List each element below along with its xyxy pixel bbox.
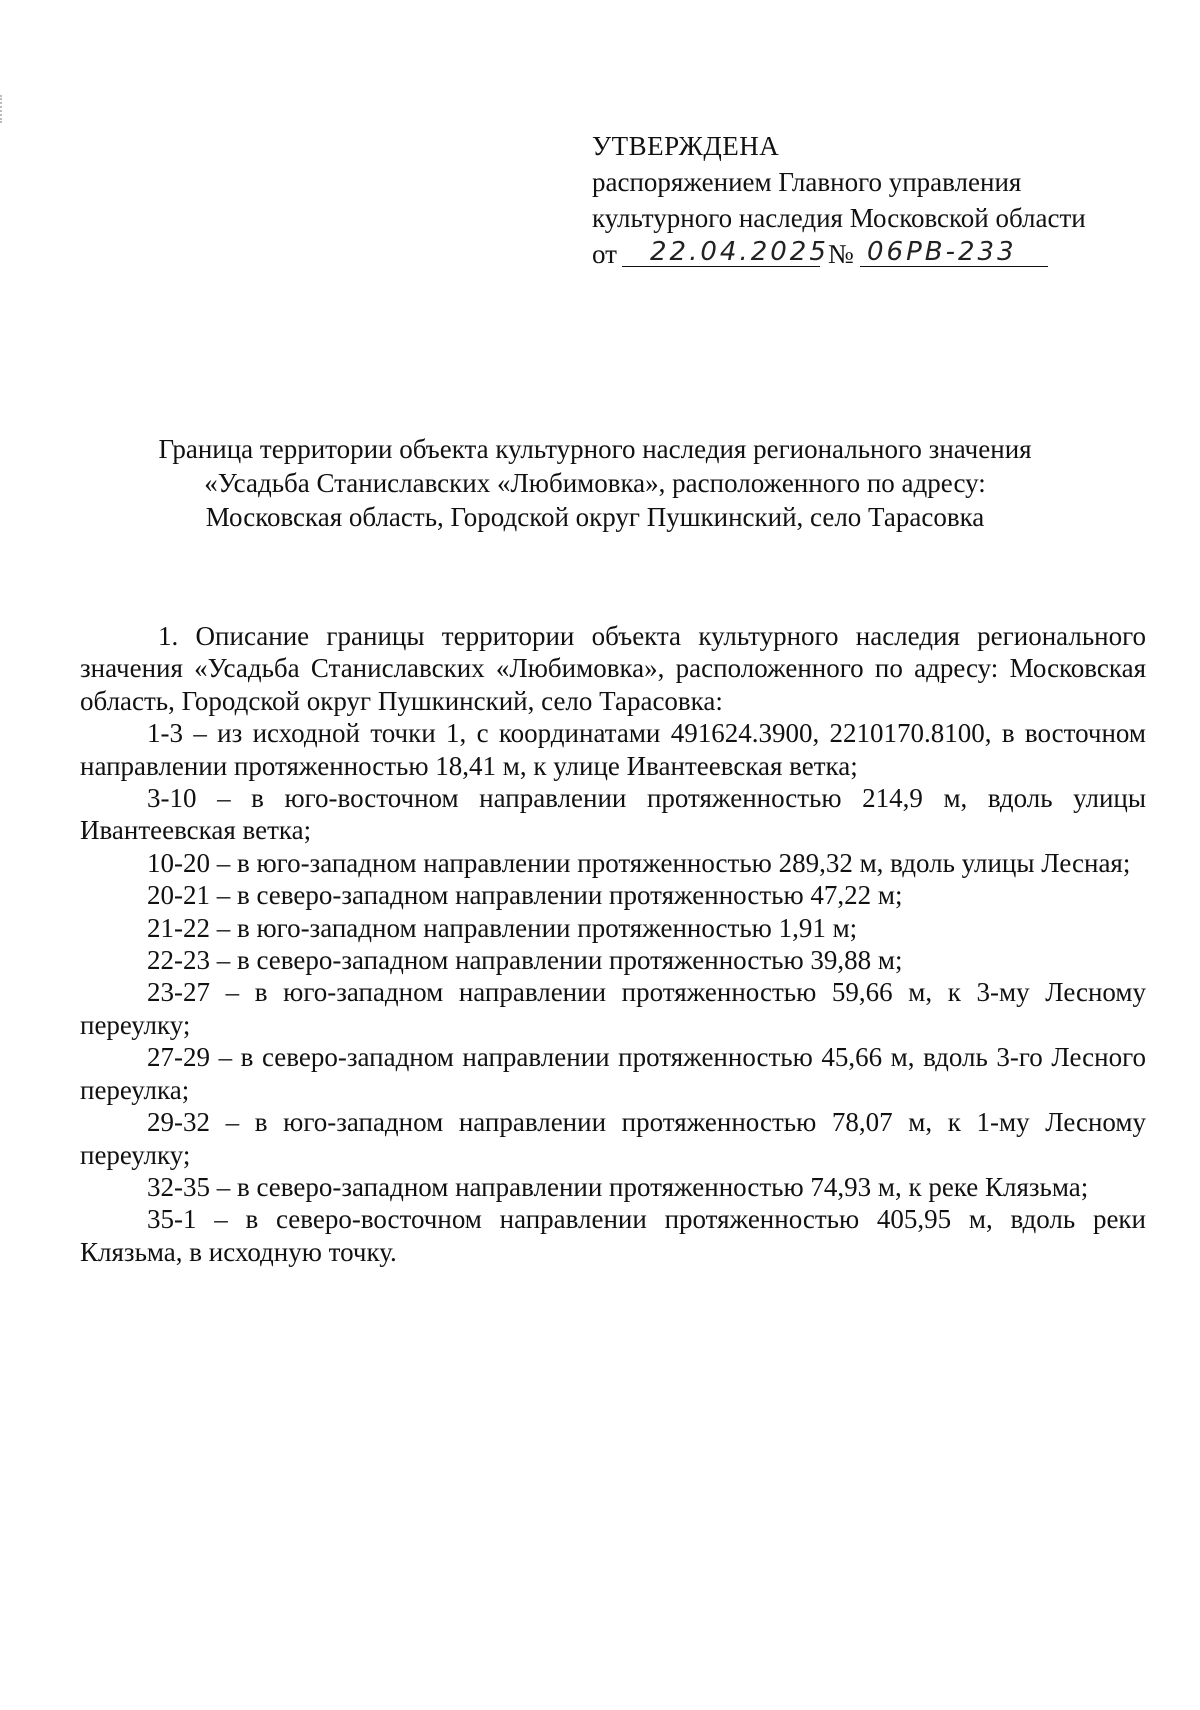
document-heading xyxy=(120,432,1070,534)
boundary-segment-1-3: 1-3 – из исходной точки 1, с координатами 491624.3900, 2210170.8100, в восточном направлении протяженностью 18,41 м, к улице Ивантеевская ветка; xyxy=(80,718,1146,781)
scan-edge-mark xyxy=(0,95,5,123)
boundary-segment-20-21: 20-21 – в северо-западном направлении протяженностью 47,22 м; xyxy=(147,880,903,911)
document-body xyxy=(80,620,1146,1268)
from-label: от xyxy=(592,239,617,269)
handwritten-number: 06РВ-233 xyxy=(867,237,1017,267)
boundary-segment-10-20: 10-20 – в юго-западном направлении протяженностью 289,32 м, вдоль улицы Лесная; xyxy=(147,847,1131,878)
heading-line-3: Московская область, Городской округ Пушкинский, село Тарасовка xyxy=(205,502,985,532)
boundary-segment-3-10: 3-10 – в юго-восточном направлении протяженностью 214,9 м, вдоль улицы Ивантеевская ветка; xyxy=(80,783,1146,846)
boundary-segment-29-32: 29-32 – в юго-западном направлении протяженностью 78,07 м, к 1-му Лесному переулку; xyxy=(80,1107,1146,1170)
handwritten-date: 22.04.2025 xyxy=(650,237,829,267)
boundary-segment-23-27: 23-27 – в юго-западном направлении протяженностью 59,66 м, к 3-му Лесному переулку; xyxy=(80,977,1146,1040)
approval-line-1: распоряжением Главного управления xyxy=(592,167,1022,197)
section-1-intro: 1. Описание границы территории объекта культурного наследия регионального значения «Усадьба Станиславских «Любимовка», расположенного по адресу: Московская область, Городской округ Пушкинский, село Тарасовка: xyxy=(80,621,1146,716)
boundary-segment-35-1: 35-1 – в северо-восточном направлении протяженностью 405,95 м, вдоль реки Клязьма, в исходную точку. xyxy=(80,1204,1146,1267)
boundary-segment-21-22: 21-22 – в юго-западном направлении протяженностью 1,91 м; xyxy=(147,912,858,943)
approval-block xyxy=(592,128,1152,272)
approval-line-2: культурного наследия Московской области xyxy=(592,203,1086,233)
boundary-segment-32-35: 32-35 – в северо-западном направлении протяженностью 74,93 м, к реке Клязьма; xyxy=(147,1171,1089,1202)
number-label: № xyxy=(828,239,854,269)
boundary-segment-22-23: 22-23 – в северо-западном направлении протяженностью 39,88 м; xyxy=(147,945,903,976)
heading-line-2: «Усадьба Станиславских «Любимовка», расположенного по адресу: xyxy=(204,468,986,498)
heading-line-1: Граница территории объекта культурного наследия регионального значения xyxy=(158,434,1032,464)
boundary-segment-27-29: 27-29 – в северо-западном направлении протяженностью 45,66 м, вдоль 3-го Лесного переулка; xyxy=(80,1042,1146,1105)
approval-title: УТВЕРЖДЕНА xyxy=(592,131,780,161)
approval-date-number-line xyxy=(592,236,1152,272)
